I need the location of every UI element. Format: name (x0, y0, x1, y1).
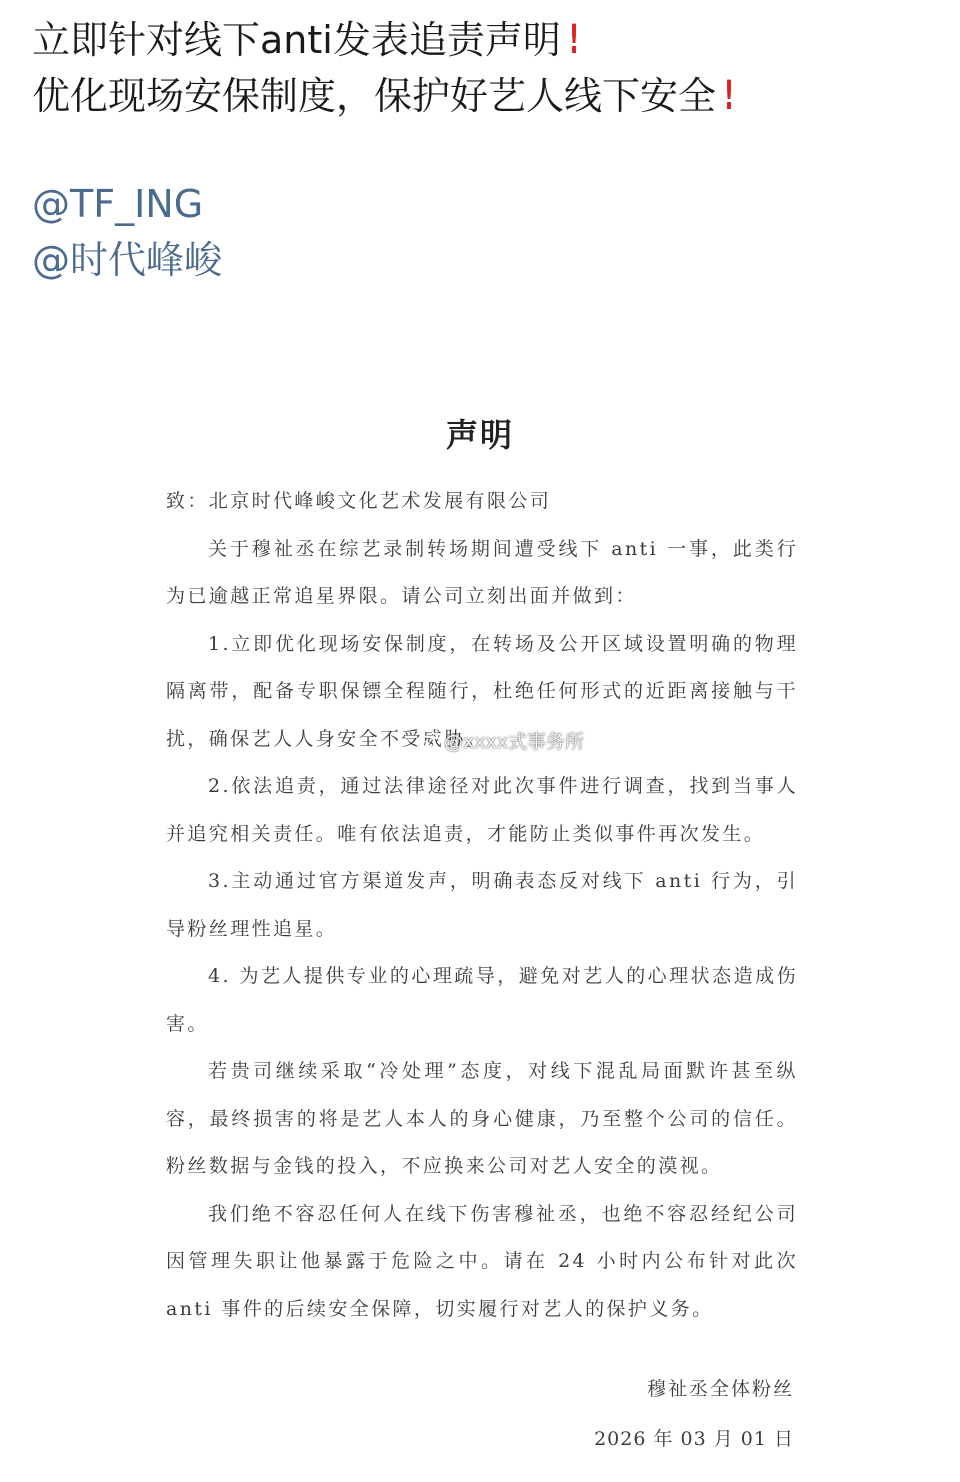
statement-image[interactable] (0, 380, 960, 1482)
statement-body (166, 478, 798, 1333)
watermark-text: @xxxx式事务所 (444, 731, 584, 753)
weibo-logo-icon (416, 730, 440, 752)
mention-tf-ing[interactable]: @TF_ING (32, 182, 204, 226)
mention-shidai-fengjun[interactable]: @时代峰峻 (32, 238, 223, 282)
post-line-2: 优化现场安保制度，保护好艺人线下安全 ! (32, 68, 932, 124)
statement-date: 2026 年 03 月 01 日 (594, 1428, 794, 1450)
red-exclamation-icon: ! (724, 73, 735, 119)
post-text (32, 12, 932, 124)
statement-paragraph: 关于穆祉丞在综艺录制转场期间遭受线下 anti 一事，此类行为已逾越正常追星界限。请公司立刻出面并做到： (166, 537, 798, 607)
statement-paragraph: 4. 为艺人提供专业的心理疏导，避免对艺人的心理状态造成伤害。 (166, 965, 798, 1035)
post-line-1: 立即针对线下anti发表追责声明 ! (32, 12, 932, 68)
statement-paragraph: 2.依法追责，通过法律途径对此次事件进行调查，找到当事人并追究相关责任。唯有依法追责，才能防止类似事件再次发生。 (166, 775, 798, 845)
statement-paragraph: 我们绝不容忍任何人在线下伤害穆祉丞，也绝不容忍经纪公司因管理失职让他暴露于危险之中。请在 24 小时内公布针对此次 anti 事件的后续安全保障，切实履行对艺人的保护义务。 (166, 1202, 798, 1320)
red-exclamation-icon: ! (568, 17, 579, 63)
statement-recipient: 致：北京时代峰峻文化艺术发展有限公司 (166, 490, 552, 512)
statement-paragraph: 3.主动通过官方渠道发声，明确表态反对线下 anti 行为，引导粉丝理性追星。 (166, 870, 798, 940)
mentions (32, 176, 222, 288)
statement-paragraph: 若贵司继续采取“冷处理”态度，对线下混乱局面默许甚至纵容，最终损害的将是艺人本人的身心健康，乃至整个公司的信任。粉丝数据与金钱的投入，不应换来公司对艺人安全的漠视。 (166, 1060, 798, 1177)
statement-title: 声明 (445, 416, 514, 454)
statement-signature: 穆祉丞全体粉丝 (646, 1378, 794, 1400)
statement-paragraph: 1.立即优化现场安保制度，在转场及公开区域设置明确的物理隔离带，配备专职保镖全程随行，杜绝任何形式的近距离接触与干扰，确保艺人人身安全不受威胁。 (166, 632, 798, 750)
watermark (416, 727, 584, 754)
